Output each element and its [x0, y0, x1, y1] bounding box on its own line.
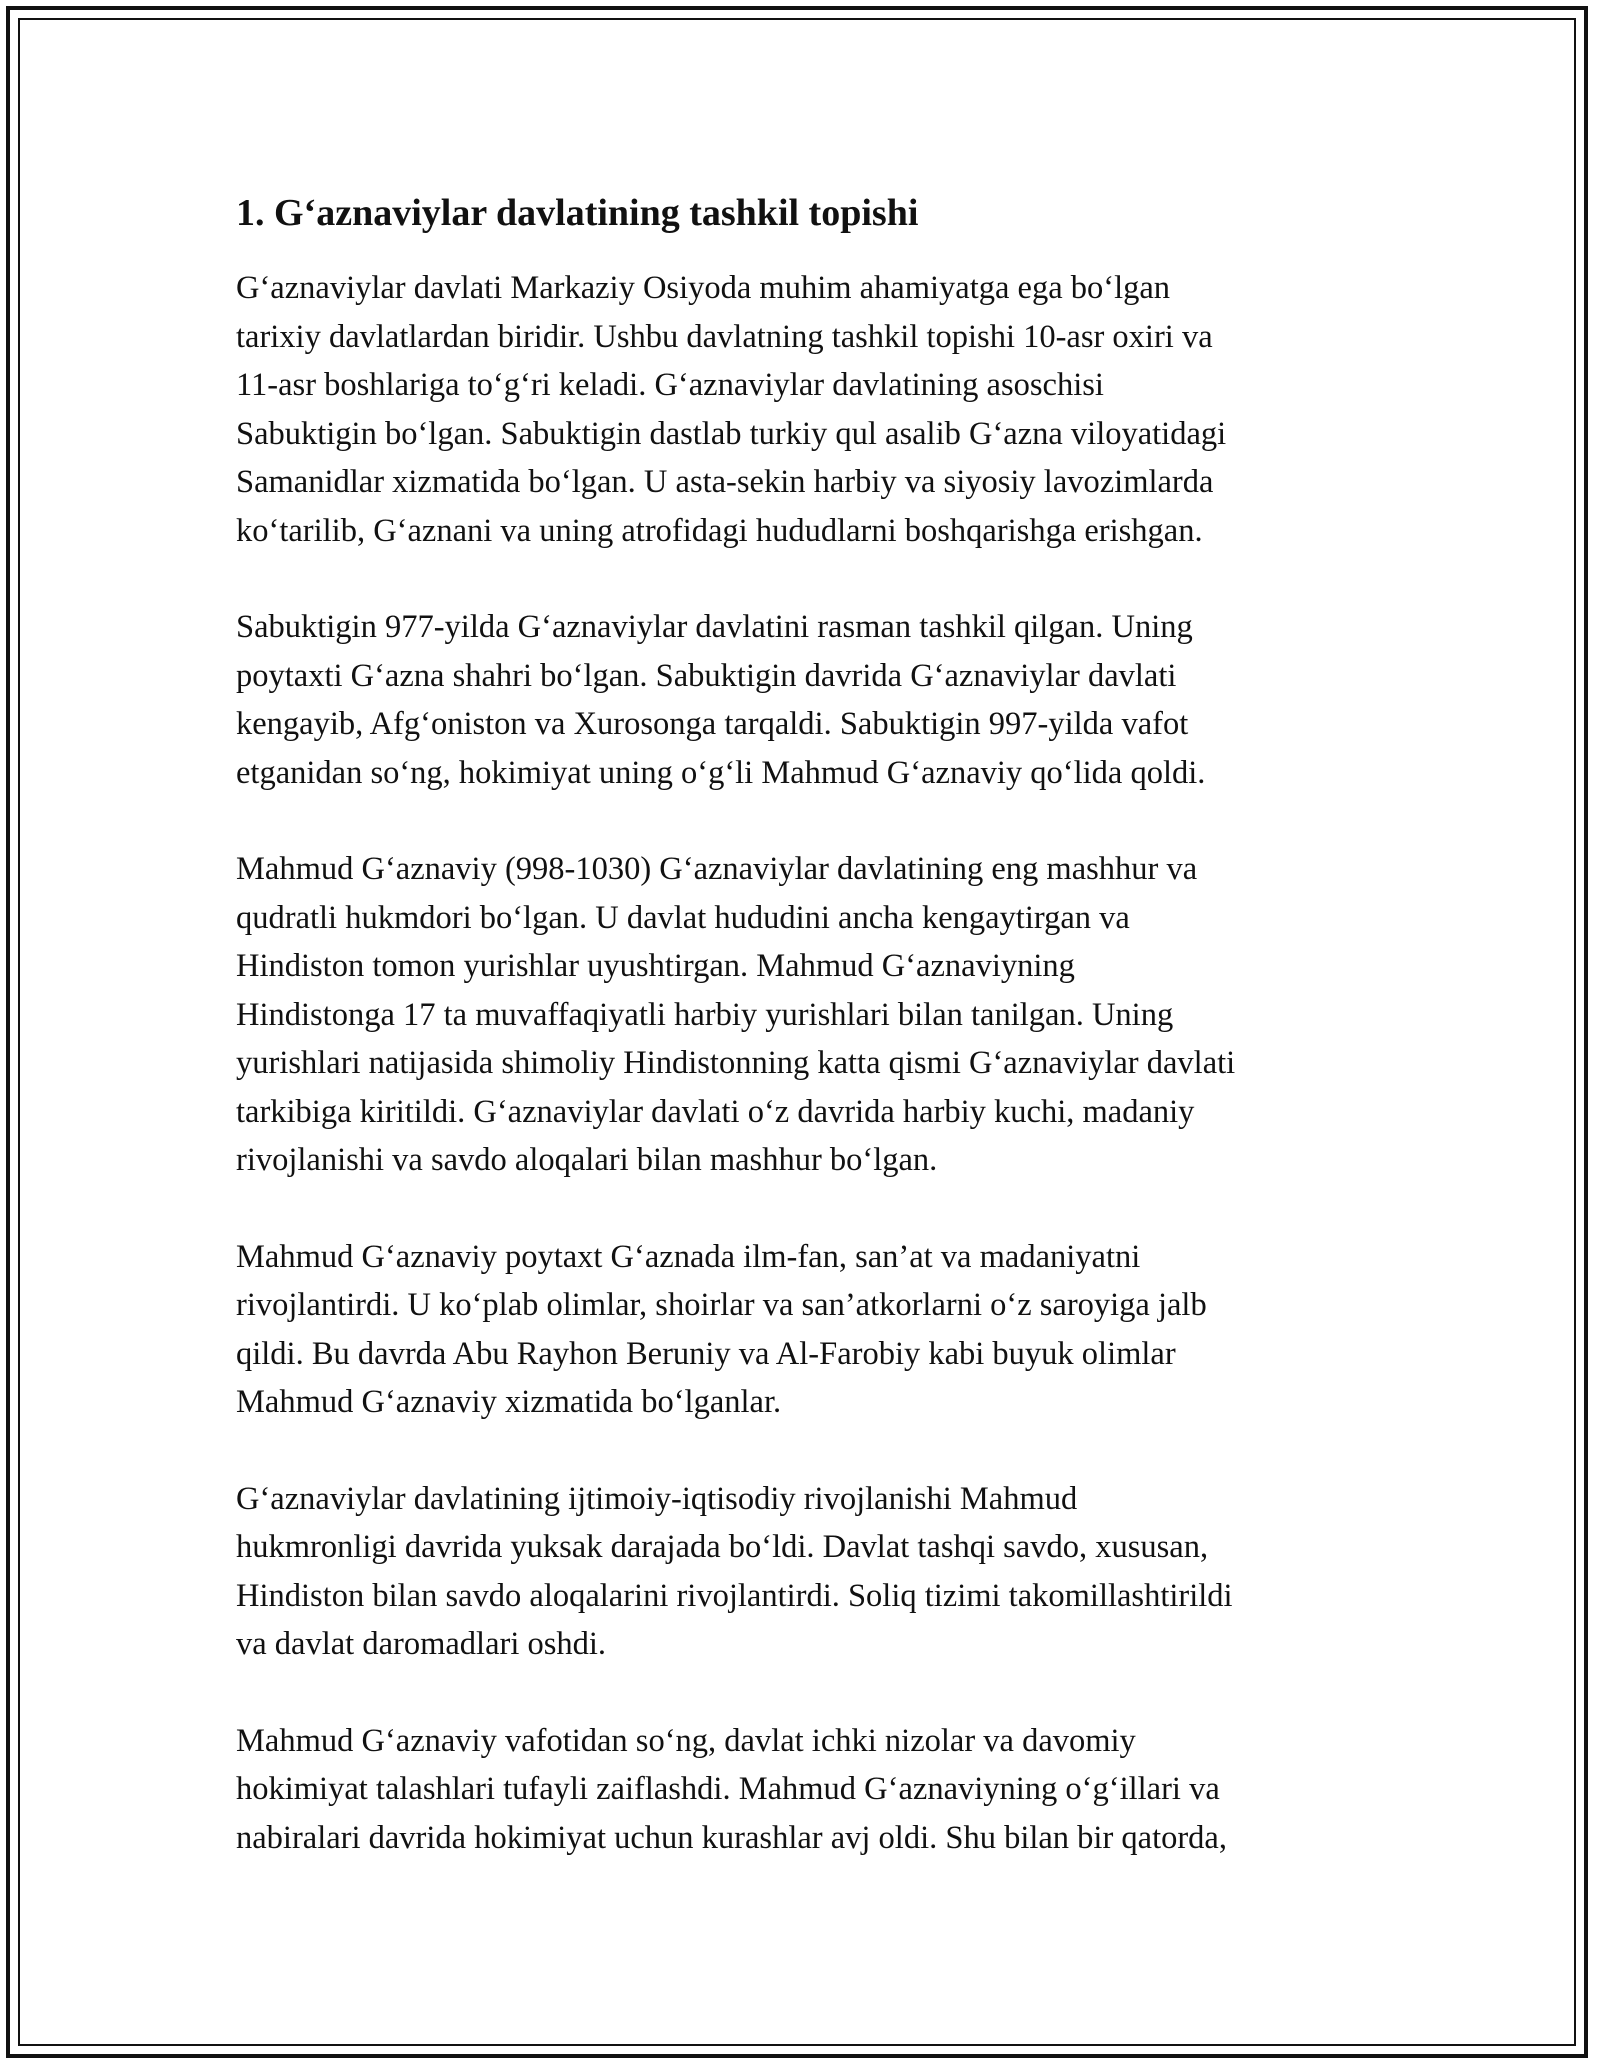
text-line: Hindiston bilan savdo aloqalarini rivojlantirdi. Soliq tizimi takomillashtirildi: [236, 1577, 1233, 1614]
paragraph-3: [236, 845, 1366, 1185]
text-line: tarkibiga kiritildi. G‘aznaviylar davlati o‘z davrida harbiy kuchi, madaniy: [236, 1093, 1195, 1130]
text-line: Hindistonga 17 ta muvaffaqiyatli harbiy yurishlari bilan tanilgan. Uning: [236, 996, 1174, 1033]
text-line: va davlat daromadlari oshdi.: [236, 1626, 607, 1662]
text-line: Sabuktigin 977-yilda G‘aznaviylar davlatini rasman tashkil qilgan. Uning: [236, 609, 1193, 645]
text-line: qildi. Bu davrda Abu Rayhon Beruniy va Al-Farobiy kabi buyuk olimlar: [236, 1335, 1176, 1372]
text-line: rivojlanishi va savdo aloqalari bilan mashhur bo‘lgan.: [236, 1142, 938, 1178]
document-body: [236, 188, 1366, 1910]
text-line: tarixiy davlatlardan biridir. Ushbu davlatning tashkil topishi 10-asr oxiri va: [236, 318, 1213, 355]
text-line: Samanidlar xizmatida bo‘lgan. U asta-sekin harbiy va siyosiy lavozimlarda: [236, 464, 1214, 500]
text-line: Mahmud G‘aznaviy vafotidan so‘ng, davlat ichki nizolar va davomiy: [236, 1722, 1136, 1759]
section-heading: 1. G‘aznaviylar davlatining tashkil topishi: [236, 192, 919, 234]
text-line: qudratli hukmdori bo‘lgan. U davlat hududini ancha kengaytirgan va: [236, 899, 1130, 936]
paragraph-1: [236, 264, 1366, 555]
text-line: rivojlantirdi. U ko‘plab olimlar, shoirlar va san’atkorlarni o‘z saroyiga jalb: [236, 1287, 1207, 1323]
text-line: 11-asr boshlariga to‘g‘ri keladi. G‘aznaviylar davlatining asoschisi: [236, 367, 1104, 403]
text-line: G‘aznaviylar davlatining ijtimoiy-iqtisodiy rivojlanishi Mahmud: [236, 1480, 1078, 1517]
text-line: poytaxti G‘azna shahri bo‘lgan. Sabuktigin davrida G‘aznaviylar davlati: [236, 657, 1177, 694]
paragraph-2: [236, 603, 1366, 797]
text-line: yurishlari natijasida shimoliy Hindistonning katta qismi G‘aznaviylar davlati: [236, 1045, 1236, 1081]
text-line: Mahmud G‘aznaviy poytaxt G‘aznada ilm-fan, san’at va madaniyatni: [236, 1238, 1141, 1275]
text-line: hokimiyat talashlari tufayli zaiflashdi. Mahmud G‘aznaviyning o‘g‘illari va: [236, 1771, 1220, 1807]
paragraph-4: [236, 1233, 1366, 1427]
text-line: nabiralari davrida hokimiyat uchun kurashlar avj oldi. Shu bilan bir qatorda,: [236, 1819, 1227, 1856]
text-line: G‘aznaviylar davlati Markaziy Osiyoda muhim ahamiyatga ega bo‘lgan: [236, 270, 1171, 306]
text-line: Mahmud G‘aznaviy xizmatida bo‘lganlar.: [236, 1384, 782, 1420]
text-line: Sabuktigin bo‘lgan. Sabuktigin dastlab turkiy qul asalib G‘azna viloyatidagi: [236, 415, 1227, 452]
text-line: Hindiston tomon yurishlar uyushtirgan. Mahmud G‘aznaviyning: [236, 948, 1075, 984]
text-line: kengayib, Afg‘oniston va Xurosonga tarqaldi. Sabuktigin 997-yilda vafot: [236, 706, 1189, 742]
text-line: ko‘tarilib, G‘aznani va uning atrofidagi hududlarni boshqarishga erishgan.: [236, 512, 1203, 549]
paragraph-5: [236, 1475, 1366, 1669]
text-line: Mahmud G‘aznaviy (998-1030) G‘aznaviylar davlatining eng mashhur va: [236, 851, 1198, 887]
text-line: etganidan so‘ng, hokimiyat uning o‘g‘li Mahmud G‘aznaviy qo‘lida qoldi.: [236, 754, 1206, 791]
paragraph-6: [236, 1717, 1366, 1863]
text-line: hukmronligi davrida yuksak darajada bo‘ldi. Davlat tashqi savdo, xususan,: [236, 1529, 1209, 1565]
